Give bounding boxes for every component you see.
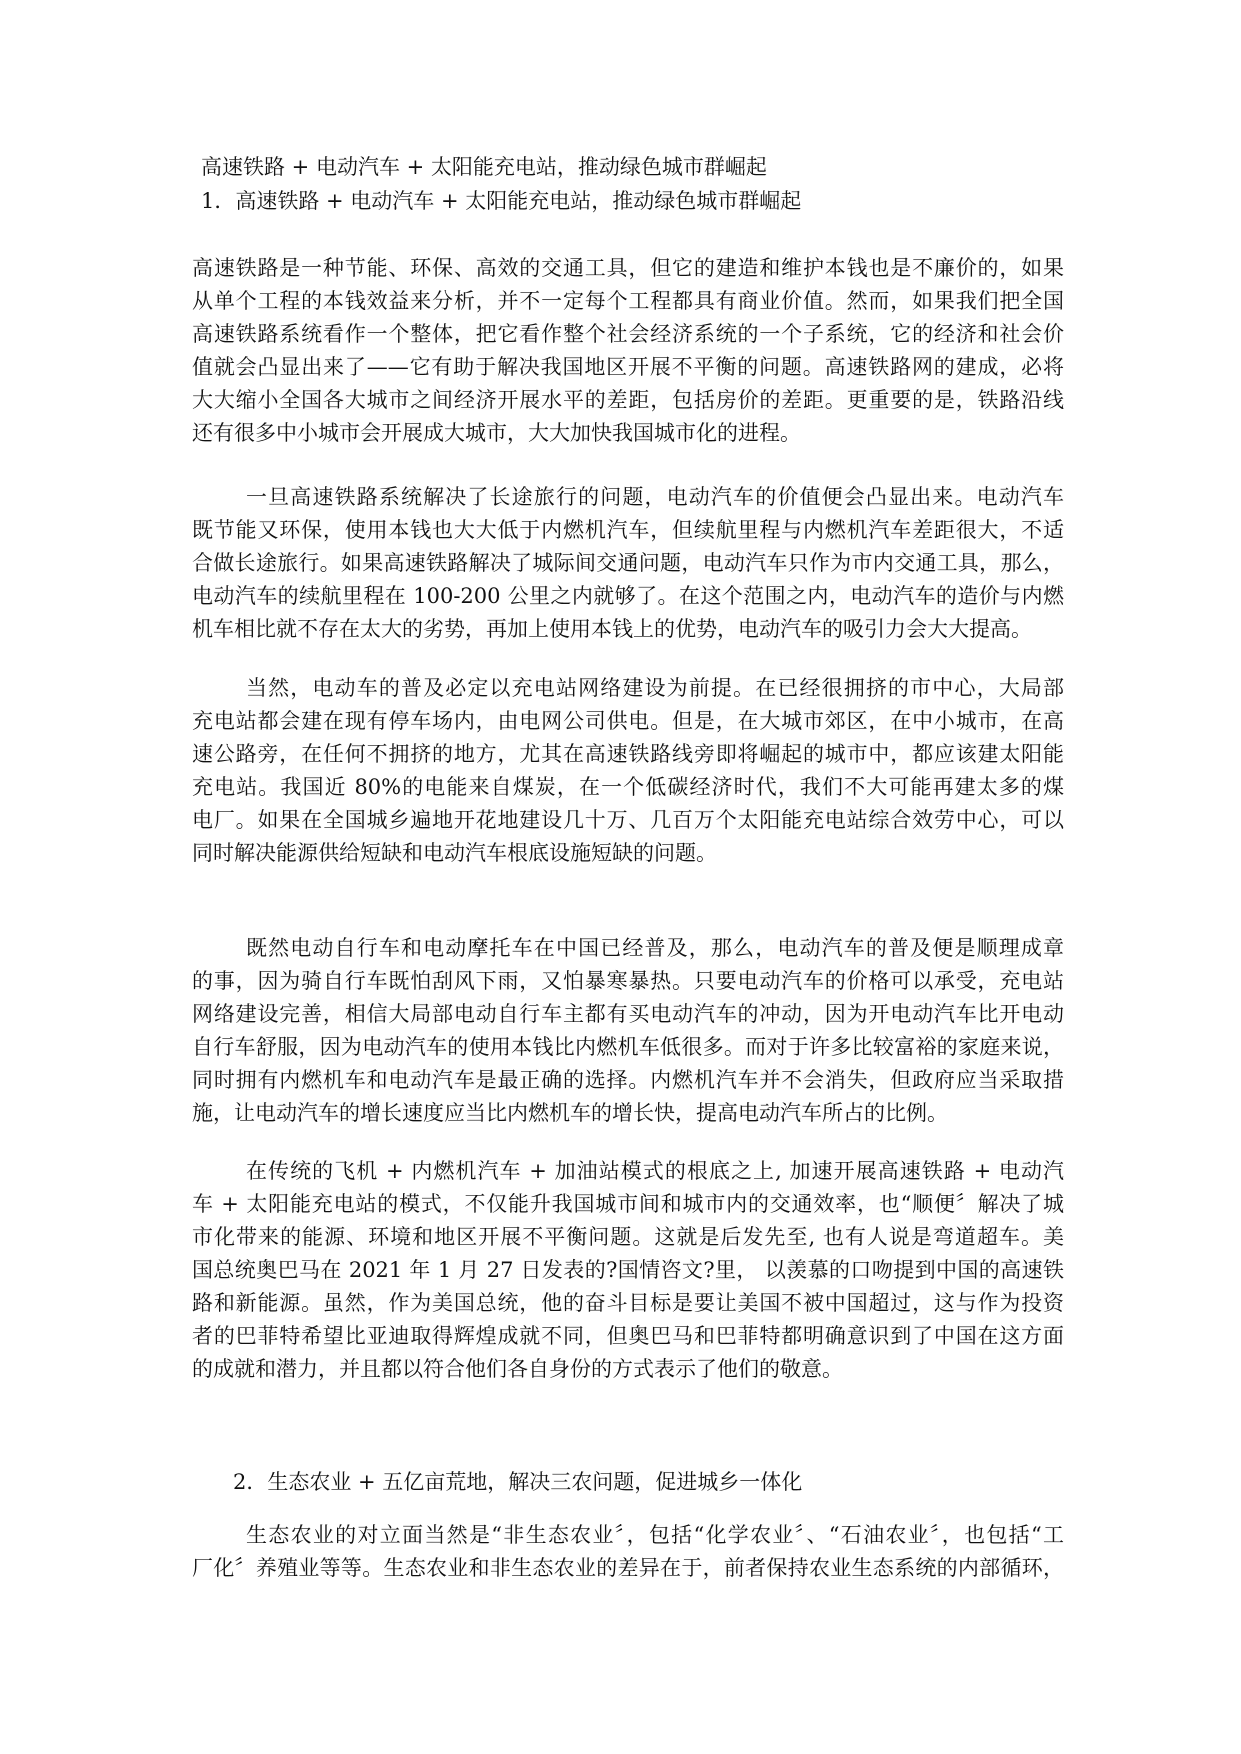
text-line: 电厂。如果在全国城乡遍地开花地建设几十万、几百万个太阳能充电站综合效劳中心，可以 xyxy=(192,808,1064,832)
text-line: 生态农业的对立面当然是“非生态农业〞，包括“化学农业〞、“石油农业〞，也包括“工 xyxy=(246,1523,1064,1547)
paragraph-5 xyxy=(192,1155,1064,1386)
text-line: 网络建设完善，相信大局部电动自行车主都有买电动汽车的冲动，因为开电动汽车比开电动 xyxy=(192,1002,1064,1026)
text-line: 从单个工程的本钱效益来分析，并不一定每个工程都具有商业价值。然而，如果我们把全国 xyxy=(192,289,1064,313)
text-line: 速公路旁，在任何不拥挤的地方，尤其在高速铁路线旁即将崛起的城市中，都应该建太阳能 xyxy=(192,742,1064,766)
text-line: 当然，电动车的普及必定以充电站网络建设为前提。在已经很拥挤的市中心，大局部 xyxy=(246,676,1064,700)
text-line: 机车相比就不存在太大的劣势，再加上使用本钱上的优势，电动汽车的吸引力会大大提高。 xyxy=(192,617,1032,641)
text-line: 市化带来的能源、环境和地区开展不平衡问题。这就是后发先至, 也有人说是弯道超车。美 xyxy=(192,1225,1064,1249)
paragraph-6 xyxy=(192,1519,1064,1585)
section-1-heading: 1．高速铁路 + 电动汽车 + 太阳能充电站，推动绿色城市群崛起 xyxy=(201,189,802,213)
text-line: 者的巴菲特希望比亚迪取得辉煌成就不同，但奥巴马和巴菲特都明确意识到了中国在这方面 xyxy=(192,1324,1064,1348)
text-line: 自行车舒服，因为电动汽车的使用本钱比内燃机车低很多。而对于许多比较富裕的家庭来说， xyxy=(192,1035,1064,1059)
text-line: 既然电动自行车和电动摩托车在中国已经普及，那么，电动汽车的普及便是顺理成章 xyxy=(246,936,1064,960)
paragraph-1 xyxy=(192,252,1064,450)
text-line: 高速铁路系统看作一个整体，把它看作整个社会经济系统的一个子系统，它的经济和社会价 xyxy=(192,322,1064,346)
text-line: 还有很多中小城市会开展成大城市，大大加快我国城市化的进程。 xyxy=(192,421,801,445)
text-line: 国总统奥巴马在 2021 年 1 月 27 日发表的?国情咨文?里， 以羡慕的口吻提到中国的高速铁 xyxy=(192,1258,1064,1282)
text-line: 同时拥有内燃机车和电动汽车是最正确的选择。内燃机汽车并不会消失，但政府应当采取措 xyxy=(192,1068,1064,1092)
text-line: 的成就和潜力，并且都以符合他们各自身份的方式表示了他们的敬意。 xyxy=(192,1357,843,1381)
text-line: 充电站都会建在现有停车场内，由电网公司供电。但是，在大城市郊区，在中小城市，在高 xyxy=(192,709,1064,733)
text-line: 同时解决能源供给短缺和电动汽车根底设施短缺的问题。 xyxy=(192,841,717,865)
text-line: 高速铁路是一种节能、环保、高效的交通工具，但它的建造和维护本钱也是不廉价的，如果 xyxy=(192,256,1064,280)
document-title: 高速铁路 + 电动汽车 + 太阳能充电站，推动绿色城市群崛起 xyxy=(201,155,767,179)
text-line: 既节能又环保，使用本钱也大大低于内燃机汽车，但续航里程与内燃机汽车差距很大，不适 xyxy=(192,518,1064,542)
text-line: 的事，因为骑自行车既怕刮风下雨，又怕暴寒暴热。只要电动汽车的价格可以承受，充电站 xyxy=(192,969,1064,993)
section-2-heading: 2．生态农业 + 五亿亩荒地，解决三农问题，促进城乡一体化 xyxy=(233,1470,803,1494)
paragraph-4 xyxy=(192,932,1064,1130)
text-line: 大大缩小全国各大城市之间经济开展水平的差距，包括房价的差距。更重要的是，铁路沿线 xyxy=(192,388,1064,412)
text-line: 施，让电动汽车的增长速度应当比内燃机车的增长快，提高电动汽车所占的比例。 xyxy=(192,1101,948,1125)
text-line: 充电站。我国近 80%的电能来自煤炭，在一个低碳经济时代，我们不大可能再建太多的煤 xyxy=(192,775,1064,799)
text-line: 在传统的飞机 + 内燃机汽车 + 加油站模式的根底之上, 加速开展高速铁路 + 电动汽 xyxy=(246,1159,1064,1183)
paragraph-3 xyxy=(192,672,1064,870)
text-line: 厂化〞养殖业等等。生态农业和非生态农业的差异在于，前者保持农业生态系统的内部循环， xyxy=(192,1556,1064,1580)
text-line: 路和新能源。虽然，作为美国总统，他的奋斗目标是要让美国不被中国超过，这与作为投资 xyxy=(192,1291,1064,1315)
text-line: 车 + 太阳能充电站的模式，不仅能升我国城市间和城市内的交通效率，也“顺便〞解决了城 xyxy=(192,1192,1064,1216)
text-line: 值就会凸显出来了——它有助于解决我国地区开展不平衡的问题。高速铁路网的建成，必将 xyxy=(192,355,1064,379)
text-line: 电动汽车的续航里程在 100-200 公里之内就够了。在这个范围之内，电动汽车的造价与内燃 xyxy=(192,584,1064,608)
paragraph-2 xyxy=(192,481,1064,646)
text-line: 合做长途旅行。如果高速铁路解决了城际间交通问题，电动汽车只作为市内交通工具，那么， xyxy=(192,551,1064,575)
text-line: 一旦高速铁路系统解决了长途旅行的问题，电动汽车的价值便会凸显出来。电动汽车 xyxy=(246,485,1064,509)
